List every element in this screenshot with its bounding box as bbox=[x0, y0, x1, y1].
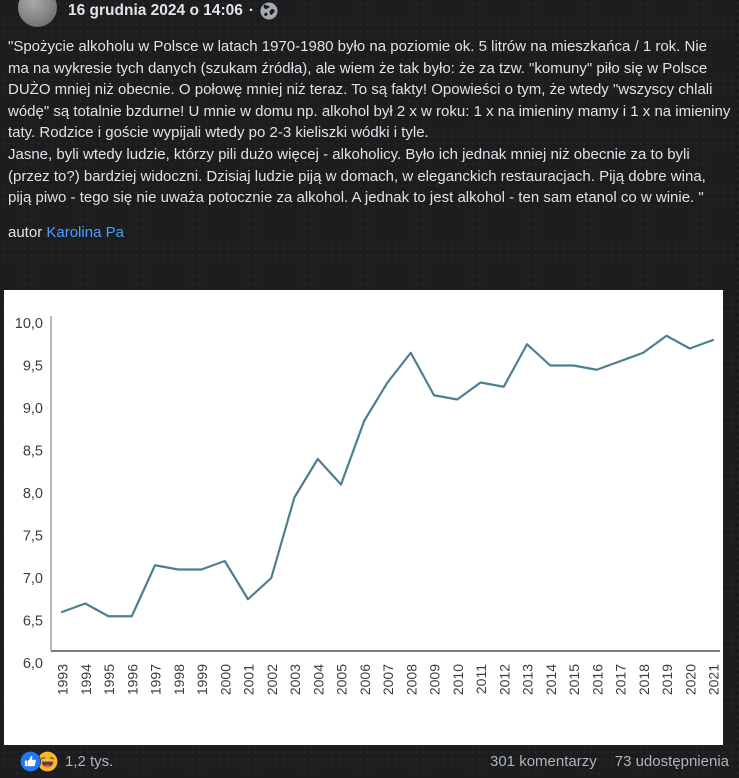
svg-text:2015: 2015 bbox=[566, 664, 582, 696]
post-body bbox=[8, 36, 731, 243]
post-timestamp[interactable]: 16 grudnia 2024 o 14:06 bbox=[68, 2, 243, 19]
svg-text:2010: 2010 bbox=[449, 664, 466, 696]
comments-count[interactable]: 301 komentarzy bbox=[490, 753, 597, 770]
svg-text:2020: 2020 bbox=[682, 664, 699, 696]
footer-bar bbox=[0, 745, 739, 778]
svg-text:1996: 1996 bbox=[124, 664, 141, 696]
svg-text:2011: 2011 bbox=[473, 664, 489, 695]
svg-text:2005: 2005 bbox=[333, 664, 350, 696]
svg-text:2013: 2013 bbox=[519, 664, 536, 696]
reaction-icons[interactable] bbox=[20, 751, 58, 772]
svg-text:2006: 2006 bbox=[356, 664, 373, 696]
svg-text:2000: 2000 bbox=[217, 664, 234, 696]
svg-text:2014: 2014 bbox=[542, 664, 559, 696]
svg-text:2017: 2017 bbox=[612, 664, 629, 696]
shares-count[interactable]: 73 udostępnienia bbox=[614, 753, 729, 770]
globe-icon bbox=[260, 2, 278, 20]
timestamp-separator: · bbox=[248, 2, 255, 19]
svg-text:2001: 2001 bbox=[240, 664, 257, 696]
svg-text:1994: 1994 bbox=[77, 664, 94, 696]
svg-text:2009: 2009 bbox=[426, 664, 443, 696]
post-paragraph-2: Jasne, byli wtedy ludzie, którzy pili dużo więcej - alkoholicy. Było ich jednak mniej niż obecnie za to byli (przez to?) bardziej widoczni. Dzisiaj ludzie piją w domach, w eleganckich restauracjach. Piją dobre wina, piją piwo - tego się nie uważa potocznie za alkohol. A jednak to jest alkohol - ten sam etanol co w winie. " bbox=[8, 145, 706, 207]
svg-text:7,0: 7,0 bbox=[22, 571, 43, 587]
svg-text:9,5: 9,5 bbox=[22, 358, 43, 375]
svg-text:1995: 1995 bbox=[101, 664, 117, 696]
svg-text:2021: 2021 bbox=[705, 664, 722, 696]
consumption-chart bbox=[4, 290, 723, 745]
svg-text:2008: 2008 bbox=[403, 664, 420, 696]
svg-text:7,5: 7,5 bbox=[22, 528, 43, 545]
svg-text:6,0: 6,0 bbox=[22, 656, 43, 672]
svg-text:2003: 2003 bbox=[287, 664, 303, 696]
svg-text:2019: 2019 bbox=[659, 664, 675, 696]
svg-text:2012: 2012 bbox=[496, 664, 513, 696]
chart-panel[interactable] bbox=[4, 290, 723, 745]
author-prefix: autor bbox=[8, 223, 43, 241]
post-header bbox=[0, 0, 739, 30]
author-line bbox=[8, 222, 731, 244]
svg-text:1998: 1998 bbox=[170, 664, 187, 696]
svg-text:6,5: 6,5 bbox=[22, 613, 43, 630]
avatar[interactable] bbox=[18, 0, 57, 27]
like-icon[interactable] bbox=[20, 751, 41, 772]
svg-text:2007: 2007 bbox=[380, 664, 396, 696]
svg-text:1997: 1997 bbox=[147, 664, 164, 696]
svg-text:2016: 2016 bbox=[589, 664, 606, 696]
svg-text:2004: 2004 bbox=[310, 664, 327, 696]
author-link[interactable]: Karolina Pa bbox=[46, 223, 124, 241]
svg-text:10,0: 10,0 bbox=[14, 316, 43, 332]
post-paragraph-1: "Spożycie alkoholu w Polsce w latach 1970-1980 było na poziomie ok. 5 litrów na mieszkańca / 1 rok. Nie ma na wykresie tych danych (szukam źródła), ale wiem że tak było: że za tzw. "komuny" piło się w Polsce DUŻO mniej niż obecnie. O połowę mniej niż teraz. To są fakty! Opowieści o tym, że wtedy "wszyscy chlali wódę" są totalnie bzdurne! U mnie w domu np. alkohol był 2 x w roku: 1 x na imieniny mamy i 1 x na imieniny taty. Rodzice i goście wypijali wtedy po 2-3 kieliszki wódki i tyle. bbox=[8, 38, 731, 142]
reaction-count[interactable]: 1,2 tys. bbox=[65, 753, 114, 770]
svg-text:2018: 2018 bbox=[635, 664, 652, 696]
svg-text:8,5: 8,5 bbox=[22, 443, 43, 460]
svg-text:1999: 1999 bbox=[194, 664, 210, 696]
svg-text:1993: 1993 bbox=[54, 664, 71, 696]
svg-text:2002: 2002 bbox=[263, 664, 280, 696]
svg-text:9,0: 9,0 bbox=[22, 401, 43, 417]
svg-text:8,0: 8,0 bbox=[22, 486, 43, 502]
